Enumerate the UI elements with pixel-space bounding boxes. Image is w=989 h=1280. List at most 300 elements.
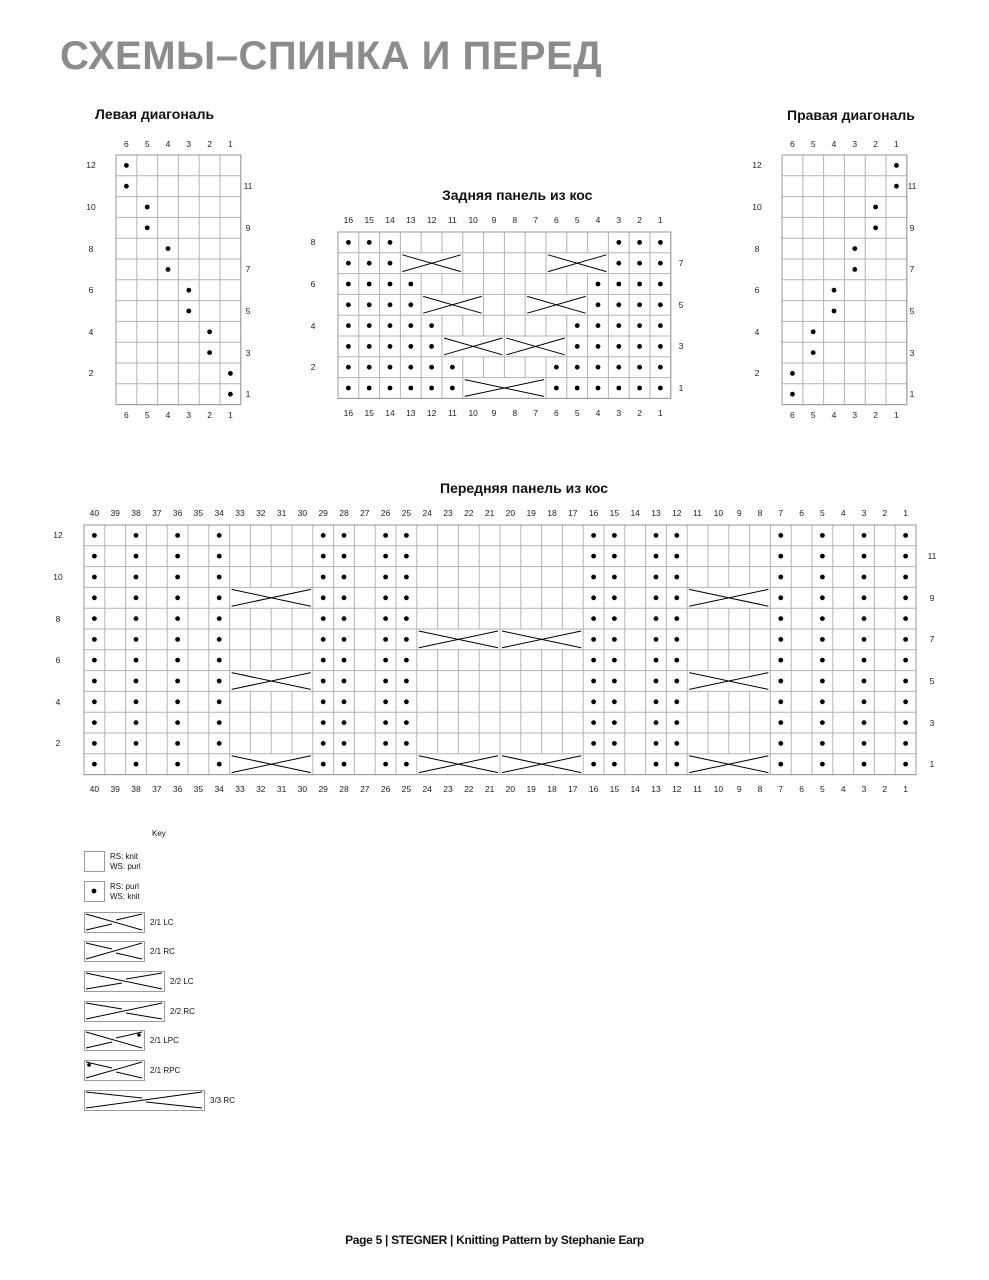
row-number-right: 1 [929,759,935,770]
key-symbol-rc33 [84,1090,205,1111]
purl-stitch [217,658,222,663]
column-number: 3 [616,408,622,418]
column-number: 2 [882,508,888,518]
row-number-left: 4 [310,320,316,331]
column-number: 15 [609,784,620,794]
purl-stitch [820,720,825,725]
column-number: 23 [443,784,453,794]
purl-stitch [92,575,97,580]
row-number-left: 2 [88,368,94,379]
column-number: 26 [380,508,391,518]
column-number: 8 [757,508,763,518]
purl-stitch [612,616,617,621]
column-number: 35 [193,508,204,518]
row-number-right: 7 [678,258,684,269]
purl-stitch [820,762,825,767]
column-number: 2 [207,410,212,420]
purl-stitch [92,658,97,663]
purl-stitch [591,554,596,559]
purl-stitch [175,575,180,580]
column-number: 14 [630,508,640,518]
purl-stitch [408,323,413,328]
row-number-right: 5 [929,676,935,686]
column-number: 10 [713,784,724,794]
purl-stitch [591,658,596,663]
purl-stitch [134,658,139,663]
purl-stitch [367,386,372,391]
purl-stitch [903,575,908,580]
column-number: 34 [214,784,224,794]
purl-stitch [321,658,326,663]
page-title: СХЕМЫ–СПИНКА И ПЕРЕД [60,34,603,78]
purl-stitch [92,595,97,600]
purl-stitch [862,699,867,704]
column-number: 5 [810,139,816,149]
column-number: 6 [790,410,795,420]
row-number-right: 11 [927,551,937,562]
purl-stitch [134,616,139,621]
column-number: 25 [401,508,412,518]
purl-stitch [654,699,659,704]
key-symbol-lc21 [84,912,145,933]
column-number: 9 [736,784,742,794]
purl-stitch [388,240,393,245]
purl-stitch [616,386,621,391]
column-number: 33 [235,784,245,794]
purl-stitch [383,720,388,725]
row-number-right: 9 [929,592,935,603]
purl-stitch [429,323,434,328]
column-number: 1 [228,410,233,420]
column-number: 4 [165,410,171,420]
purl-stitch [811,329,816,334]
row-number-left: 8 [754,243,760,254]
column-number: 3 [852,410,858,420]
purl-stitch [778,699,783,704]
purl-stitch [346,344,351,349]
key-label-line1: 2/1 LC [150,918,174,927]
right-diagonal-title: Правая диагональ [787,107,915,123]
key-label-line2: WS: knit [110,892,140,901]
purl-stitch [388,261,393,266]
purl-stitch [778,554,783,559]
purl-stitch [342,554,347,559]
column-number: 10 [468,215,478,225]
purl-stitch [217,720,222,725]
column-number: 7 [533,215,538,225]
purl-stitch [820,741,825,746]
column-number: 13 [406,215,416,225]
key-label-lc21 [150,918,174,928]
column-number: 4 [165,139,171,149]
key-purl-dot [92,889,97,894]
purl-stitch [612,575,617,580]
purl-stitch [790,371,795,376]
row-number-right: 7 [245,264,251,275]
purl-stitch [674,741,679,746]
key-cable-stroke [86,924,112,930]
row-number-left: 8 [88,243,94,254]
row-number-left: 2 [310,362,316,373]
row-number-right: 5 [909,306,915,316]
key-cable-stroke [126,1013,162,1019]
purl-stitch [145,205,150,210]
purl-stitch [92,762,97,767]
purl-stitch [217,616,222,621]
row-number-left: 12 [752,160,762,171]
row-number-right: 5 [678,299,684,310]
column-number: 14 [385,408,395,418]
purl-stitch [873,205,878,210]
column-number: 17 [568,508,578,518]
purl-stitch [342,762,347,767]
purl-stitch [367,302,372,307]
purl-stitch [612,741,617,746]
row-number-left: 8 [55,613,61,624]
key-title: Key [152,829,166,838]
purl-stitch [342,616,347,621]
purl-stitch [404,699,409,704]
purl-stitch [404,679,409,684]
row-number-left: 12 [53,530,63,541]
key-purl-dot [87,1063,91,1067]
purl-stitch [575,344,580,349]
purl-stitch [321,699,326,704]
column-number: 4 [831,410,837,420]
purl-stitch [92,637,97,642]
purl-stitch [429,365,434,370]
purl-stitch [862,658,867,663]
key-cable-stroke [86,1042,112,1048]
column-number: 38 [131,508,141,518]
column-number: 11 [693,784,702,794]
column-number: 30 [297,784,308,794]
column-number: 5 [810,410,816,420]
purl-stitch [217,554,222,559]
purl-stitch [134,679,139,684]
column-number: 3 [852,139,858,149]
row-number-left: 4 [88,326,94,337]
column-number: 5 [144,410,150,420]
column-number: 40 [89,784,100,794]
purl-stitch [404,595,409,600]
row-number-left: 10 [53,572,63,582]
column-number: 2 [873,410,878,420]
key-label-line1: 2/1 RC [150,947,175,956]
purl-stitch [612,699,617,704]
purl-stitch [862,679,867,684]
purl-stitch [903,554,908,559]
purl-stitch [186,309,191,314]
column-number: 4 [831,139,837,149]
purl-stitch [820,658,825,663]
column-number: 11 [693,508,702,518]
purl-stitch [388,323,393,328]
purl-stitch [367,365,372,370]
purl-stitch [408,302,413,307]
row-number-right: 3 [678,341,684,352]
purl-stitch [175,533,180,538]
purl-stitch [346,386,351,391]
column-number: 17 [568,784,578,794]
key-label-line1: RS: purl [110,882,139,891]
purl-stitch [404,554,409,559]
column-number: 2 [637,215,642,225]
purl-stitch [658,282,663,287]
purl-stitch [342,658,347,663]
purl-stitch [654,679,659,684]
purl-stitch [591,741,596,746]
key-cable-stroke [86,1003,122,1009]
purl-stitch [388,302,393,307]
column-number: 5 [820,508,825,518]
column-number: 4 [595,215,601,225]
purl-stitch [408,386,413,391]
purl-stitch [616,323,621,328]
purl-stitch [383,616,388,621]
purl-stitch [575,323,580,328]
purl-stitch [217,595,222,600]
purl-stitch [383,533,388,538]
purl-stitch [654,533,659,538]
purl-stitch [637,240,642,245]
purl-stitch [654,720,659,725]
column-number: 6 [124,139,129,149]
column-number: 21 [484,508,495,518]
column-number: 16 [588,784,599,794]
purl-stitch [388,344,393,349]
purl-stitch [383,575,388,580]
column-number: 33 [235,508,245,518]
purl-stitch [92,554,97,559]
purl-stitch [404,741,409,746]
purl-stitch [637,261,642,266]
purl-stitch [383,658,388,663]
key-label-line2: WS: purl [110,862,141,871]
column-number: 13 [406,408,416,418]
purl-stitch [820,554,825,559]
key-symbol-rpc21 [84,1060,145,1081]
purl-stitch [903,679,908,684]
purl-stitch [616,261,621,266]
column-number: 15 [364,408,374,418]
row-number-left: 12 [86,160,96,171]
column-number: 12 [672,784,682,794]
column-number: 3 [186,410,192,420]
purl-stitch [903,658,908,663]
back-panel-title: Задняя панель из кос [442,187,593,203]
key-symbol-rc22 [84,1001,165,1022]
purl-stitch [383,637,388,642]
row-number-right: 7 [909,264,915,275]
row-number-left: 10 [86,202,96,212]
column-number: 19 [526,508,536,518]
column-number: 22 [464,508,474,518]
purl-stitch [654,637,659,642]
column-number: 11 [447,215,457,225]
purl-stitch [134,554,139,559]
purl-stitch [894,163,899,168]
purl-stitch [404,658,409,663]
purl-stitch [637,386,642,391]
column-number: 34 [214,508,224,518]
purl-stitch [903,762,908,767]
column-number: 12 [426,215,437,225]
purl-stitch [404,637,409,642]
purl-stitch [654,575,659,580]
column-number: 9 [736,508,742,518]
column-number: 3 [186,139,192,149]
column-number: 13 [651,508,661,518]
purl-stitch [591,762,596,767]
column-number: 19 [526,784,536,794]
column-number: 16 [343,215,354,225]
column-number: 20 [505,508,516,518]
purl-stitch [778,595,783,600]
purl-stitch [820,575,825,580]
purl-stitch [612,554,617,559]
key-label-line1: RS: knit [110,852,139,861]
purl-stitch [820,679,825,684]
purl-stitch [92,741,97,746]
purl-stitch [596,386,601,391]
purl-stitch [811,350,816,355]
key-label-purl [110,882,140,902]
purl-stitch [616,240,621,245]
column-number: 31 [276,784,287,794]
column-number: 37 [152,784,162,794]
purl-stitch [790,392,795,397]
column-number: 5 [820,784,825,794]
column-number: 27 [360,508,370,518]
key-cable-stroke [126,973,162,979]
column-number: 4 [595,408,601,418]
purl-stitch [554,386,559,391]
key-cable-stroke [86,1092,202,1108]
column-number: 2 [207,139,212,149]
purl-stitch [217,637,222,642]
purl-stitch [596,365,601,370]
column-number: 5 [144,139,150,149]
purl-stitch [367,344,372,349]
purl-stitch [450,386,455,391]
purl-stitch [321,533,326,538]
column-number: 40 [89,508,100,518]
purl-stitch [778,720,783,725]
purl-stitch [207,329,212,334]
purl-stitch [616,365,621,370]
purl-stitch [654,554,659,559]
purl-stitch [342,679,347,684]
key-cable-stroke [116,1072,142,1078]
purl-stitch [832,309,837,314]
purl-stitch [124,163,129,168]
column-number: 1 [658,215,663,225]
row-number-left: 4 [55,696,61,707]
purl-stitch [134,533,139,538]
purl-stitch [408,365,413,370]
purl-stitch [134,575,139,580]
key-label-line1: 3/3 RC [210,1096,235,1105]
purl-stitch [591,637,596,642]
purl-stitch [166,267,171,272]
purl-stitch [591,720,596,725]
purl-stitch [654,616,659,621]
purl-stitch [383,595,388,600]
column-number: 3 [861,508,867,518]
purl-stitch [654,595,659,600]
purl-stitch [654,762,659,767]
purl-stitch [383,762,388,767]
purl-stitch [166,246,171,251]
row-number-left: 6 [754,285,760,296]
purl-stitch [383,554,388,559]
purl-stitch [674,637,679,642]
purl-stitch [217,699,222,704]
purl-stitch [903,699,908,704]
column-number: 30 [297,508,308,518]
purl-stitch [658,344,663,349]
key-label-rc22 [170,1007,195,1017]
column-number: 6 [790,139,795,149]
purl-stitch [388,365,393,370]
purl-stitch [134,699,139,704]
page-footer: Page 5 | STEGNER | Knitting Pattern by Stephanie Earp [345,1233,644,1247]
column-number: 25 [401,784,412,794]
column-number: 23 [443,508,453,518]
column-number: 6 [124,410,129,420]
purl-stitch [134,720,139,725]
row-number-right: 11 [907,181,917,192]
column-number: 21 [484,784,495,794]
purl-stitch [388,386,393,391]
purl-stitch [404,533,409,538]
purl-stitch [124,184,129,189]
purl-stitch [367,261,372,266]
purl-stitch [778,575,783,580]
purl-stitch [134,637,139,642]
purl-stitch [342,637,347,642]
column-number: 24 [422,508,432,518]
purl-stitch [134,595,139,600]
key-symbol-knit [84,851,105,872]
purl-stitch [658,386,663,391]
front-panel-title: Передняя панель из кос [440,480,609,496]
key-label-rc33 [210,1096,235,1106]
column-number: 18 [547,508,557,518]
purl-stitch [450,365,455,370]
purl-stitch [92,533,97,538]
column-number: 32 [256,784,266,794]
purl-stitch [658,365,663,370]
key-label-line1: 2/2 RC [170,1007,195,1016]
purl-stitch [873,225,878,230]
purl-stitch [404,616,409,621]
row-number-right: 3 [245,347,251,358]
key-label-rpc21 [150,1066,180,1076]
purl-stitch [404,720,409,725]
purl-stitch [654,658,659,663]
purl-stitch [674,554,679,559]
column-number: 9 [491,408,497,418]
column-number: 1 [228,139,233,149]
purl-stitch [383,679,388,684]
purl-stitch [92,616,97,621]
purl-stitch [175,554,180,559]
purl-stitch [820,595,825,600]
purl-stitch [217,575,222,580]
purl-stitch [175,720,180,725]
